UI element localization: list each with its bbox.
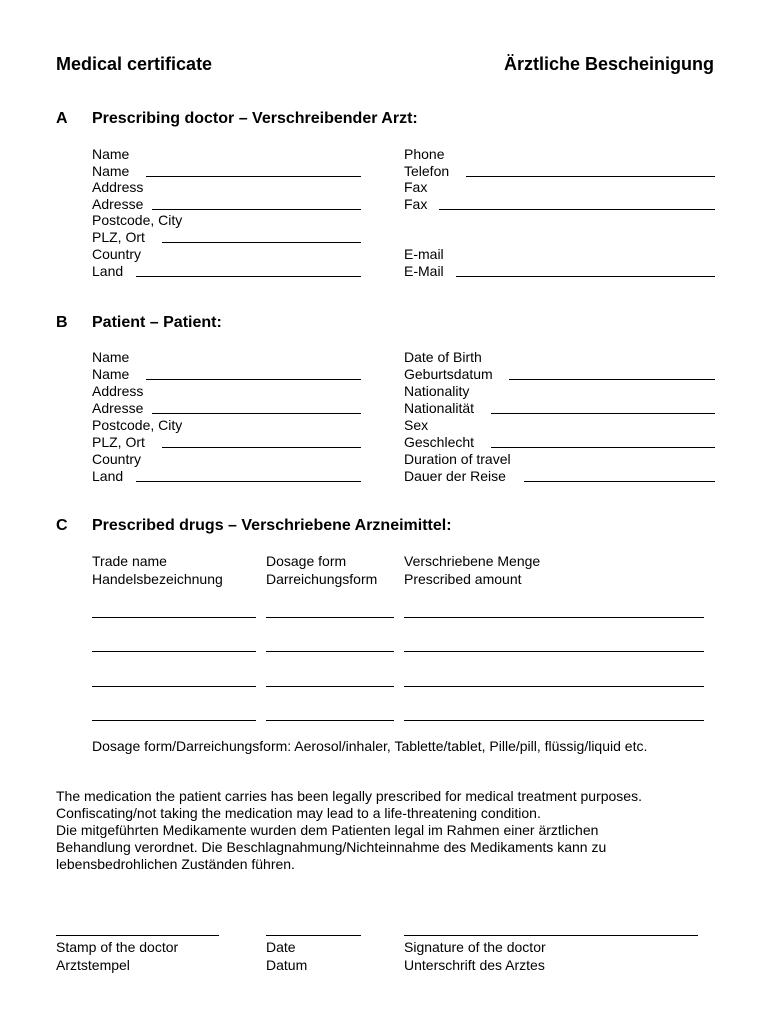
col-trade-name-en: Trade name [92,553,167,569]
patient-name-label-de: Name [92,366,130,382]
patient-travel-label-de: Dauer der Reise [404,468,506,484]
doctor-email-field[interactable] [456,276,715,277]
doctor-email-label-en: E-mail [404,246,444,262]
patient-country-label-de: Land [92,468,124,484]
title-english: Medical certificate [56,54,213,74]
patient-name-label-en: Name [92,349,130,365]
doctor-phone-label-de: Telefon [404,163,450,179]
doctor-address-field[interactable] [152,209,361,210]
patient-dob-field[interactable] [509,379,715,380]
date-label-de: Datum [266,957,308,973]
statement-line-1: The medication the patient carries has been legally prescribed for medical treatment purposes. [56,788,642,804]
signature-label-de: Unterschrift des Arztes [404,957,545,973]
patient-nationality-label-de: Nationalität [404,400,475,416]
patient-postcode-field[interactable] [162,447,361,448]
signature-field[interactable] [404,935,698,936]
patient-name-field[interactable] [146,379,361,380]
section-a-letter: A [56,110,68,127]
statement-line-5: lebensbedrohlichen Zuständen führen. [56,856,295,872]
drug-row-3-amount-field[interactable] [404,686,704,687]
patient-address-label-en: Address [92,383,144,399]
statement-line-4: Behandlung verordnet. Die Beschlagnahmung/Nichteinnahme des Medikaments kann zu [56,839,607,855]
drug-row-2-amount-field[interactable] [404,651,704,652]
drug-row-3-dosage-form-field[interactable] [266,686,394,687]
patient-address-field[interactable] [152,413,361,414]
drug-row-3-trade-name-field[interactable] [92,686,256,687]
doctor-name-label-en: Name [92,146,130,162]
patient-address-label-de: Adresse [92,400,144,416]
doctor-address-label-de: Adresse [92,196,144,212]
doctor-postcode-label-en: Postcode, City [92,212,183,228]
col-dosage-form-en: Dosage form [266,553,347,569]
patient-travel-label-en: Duration of travel [404,451,511,467]
patient-country-field[interactable] [136,481,361,482]
col-amount-de: Verschriebene Menge [404,553,541,569]
doctor-email-label-de: E-Mail [404,263,444,279]
patient-country-label-en: Country [92,451,142,467]
stamp-label-de: Arztstempel [56,957,130,973]
drug-row-1-dosage-form-field[interactable] [266,617,394,618]
dosage-form-note: Dosage form/Darreichungsform: Aerosol/inhaler, Tablette/tablet, Pille/pill, flüssig/liquid etc. [92,738,648,754]
stamp-label-en: Stamp of the doctor [56,939,179,955]
patient-travel-field[interactable] [524,481,715,482]
title-german: Ärztliche Bescheinigung [503,54,714,74]
doctor-country-field[interactable] [136,276,361,277]
date-label-en: Date [266,939,296,955]
section-b-title: Patient – Patient: [92,314,222,331]
col-trade-name-de: Handelsbezeichnung [92,571,223,587]
doctor-fax-label-en: Fax [404,179,428,195]
doctor-postcode-field[interactable] [162,242,361,243]
patient-dob-label-en: Date of Birth [404,349,482,365]
patient-nationality-field[interactable] [491,413,715,414]
drug-row-4-trade-name-field[interactable] [92,720,256,721]
signature-label-en: Signature of the doctor [404,939,546,955]
doctor-name-label-de: Name [92,163,130,179]
drug-row-2-trade-name-field[interactable] [92,651,256,652]
doctor-name-field[interactable] [146,176,361,177]
patient-sex-label-de: Geschlecht [404,434,475,450]
doctor-fax-field[interactable] [439,209,715,210]
drug-row-4-amount-field[interactable] [404,720,704,721]
doctor-phone-field[interactable] [466,176,715,177]
drug-row-1-amount-field[interactable] [404,617,704,618]
doctor-country-label-de: Land [92,263,124,279]
patient-sex-label-en: Sex [404,417,429,433]
doctor-country-label-en: Country [92,246,142,262]
drug-row-2-dosage-form-field[interactable] [266,651,394,652]
section-a-title: Prescribing doctor – Verschreibender Arzt: [92,110,418,127]
patient-dob-label-de: Geburtsdatum [404,366,493,382]
doctor-phone-label-en: Phone [404,146,445,162]
statement-line-2: Confiscating/not taking the medication may lead to a life-threatening condition. [56,805,541,821]
patient-postcode-label-en: Postcode, City [92,417,183,433]
date-field[interactable] [266,935,361,936]
section-b-letter: B [56,314,68,331]
doctor-postcode-label-de: PLZ, Ort [92,229,145,245]
doctor-fax-label-de: Fax [404,196,428,212]
section-c-letter: C [56,517,68,534]
patient-postcode-label-de: PLZ, Ort [92,434,145,450]
drug-row-1-trade-name-field[interactable] [92,617,256,618]
col-amount-en: Prescribed amount [404,571,522,587]
drug-row-4-dosage-form-field[interactable] [266,720,394,721]
doctor-address-label-en: Address [92,179,144,195]
statement-line-3: Die mitgeführten Medikamente wurden dem Patienten legal im Rahmen einer ärztlichen [56,822,599,838]
patient-nationality-label-en: Nationality [404,383,470,399]
section-c-title: Prescribed drugs – Verschriebene Arzneimittel: [92,517,452,534]
col-dosage-form-de: Darreichungsform [266,571,378,587]
patient-sex-field[interactable] [491,447,715,448]
stamp-field[interactable] [56,935,219,936]
